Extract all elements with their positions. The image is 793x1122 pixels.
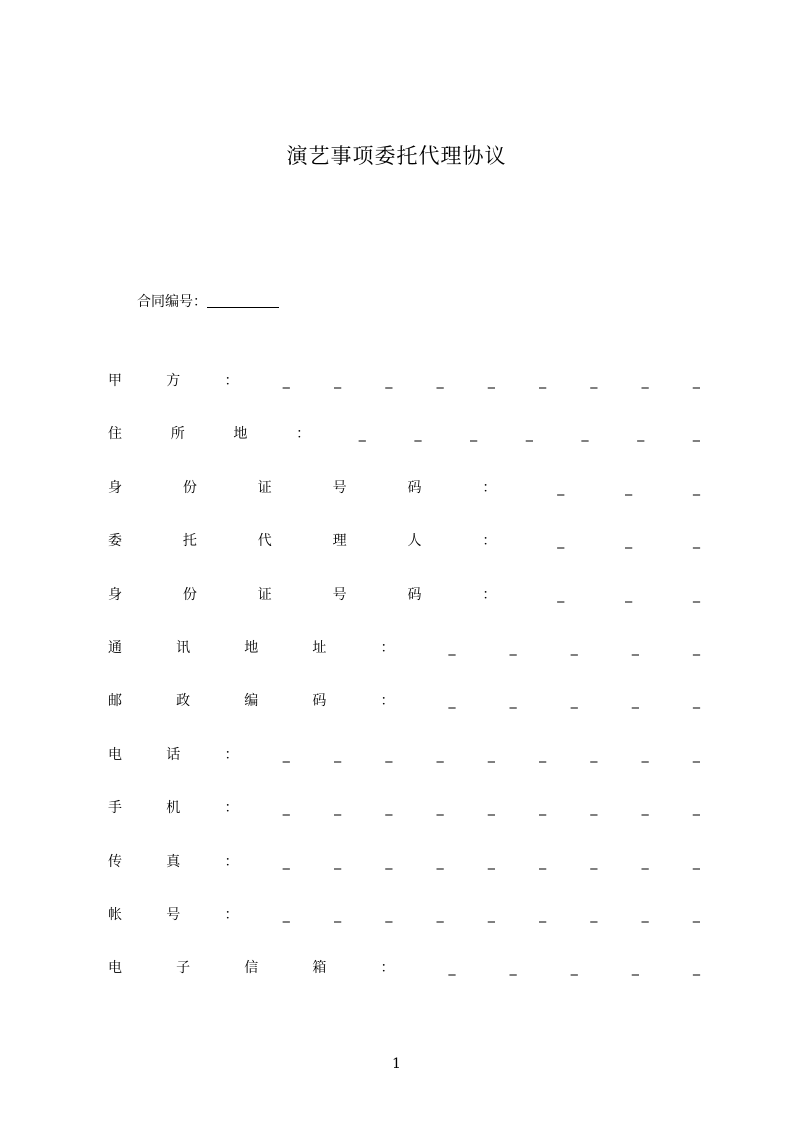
field-row-agent <box>108 530 700 552</box>
field-blank[interactable]: _ <box>385 907 393 923</box>
field-colon: ： <box>224 907 239 923</box>
field-row-id-number-1 <box>108 477 700 499</box>
field-blank[interactable]: _ <box>625 480 633 496</box>
field-blank[interactable]: _ <box>641 800 649 816</box>
field-blank[interactable]: _ <box>692 800 700 816</box>
field-label-char: 份 <box>182 480 197 496</box>
field-label-char: 地 <box>244 640 259 656</box>
field-row-email <box>108 957 700 979</box>
field-label-char: 身 <box>108 480 122 496</box>
field-colon: ： <box>224 854 239 870</box>
field-blank[interactable]: _ <box>448 640 456 656</box>
field-blank[interactable]: _ <box>590 800 598 816</box>
field-blank[interactable]: _ <box>557 587 565 603</box>
field-colon: ： <box>482 533 497 549</box>
contract-number-blank[interactable] <box>207 293 279 308</box>
field-blank[interactable]: _ <box>539 854 547 870</box>
field-label-char: 码 <box>312 693 327 709</box>
field-label-char: 方 <box>166 373 181 389</box>
field-label-char: 份 <box>182 587 197 603</box>
field-blank[interactable]: _ <box>436 907 444 923</box>
field-blank[interactable]: _ <box>539 373 547 389</box>
field-blank[interactable]: _ <box>692 907 700 923</box>
contract-number-label: 合同编号： <box>137 294 207 310</box>
field-blank[interactable]: _ <box>557 480 565 496</box>
field-blank[interactable]: _ <box>448 693 456 709</box>
field-blank[interactable]: _ <box>625 587 633 603</box>
field-blank[interactable]: _ <box>487 854 495 870</box>
field-blank[interactable]: _ <box>692 854 700 870</box>
field-colon: ： <box>380 693 395 709</box>
field-blank[interactable]: _ <box>334 747 342 763</box>
field-colon: ： <box>224 373 239 389</box>
field-blank[interactable]: _ <box>692 373 700 389</box>
field-label-char: 号 <box>332 480 347 496</box>
field-blank[interactable]: _ <box>282 907 290 923</box>
field-blank[interactable]: _ <box>470 426 478 442</box>
field-row-party-a <box>108 370 700 392</box>
field-label-char: 子 <box>176 960 191 976</box>
field-blank[interactable]: _ <box>358 426 366 442</box>
field-label-char: 码 <box>407 480 422 496</box>
field-blank[interactable]: _ <box>692 747 700 763</box>
field-blank[interactable]: _ <box>448 960 456 976</box>
field-label-char: 委 <box>108 533 122 549</box>
field-blank[interactable]: _ <box>570 693 578 709</box>
field-label-char: 传 <box>108 854 122 870</box>
field-label-char: 证 <box>257 480 272 496</box>
field-blank[interactable]: _ <box>570 640 578 656</box>
field-row-fax <box>108 851 700 873</box>
field-blank[interactable]: _ <box>641 747 649 763</box>
field-blank[interactable]: _ <box>631 640 639 656</box>
field-blank[interactable]: _ <box>282 854 290 870</box>
field-blank[interactable]: _ <box>436 373 444 389</box>
field-blank[interactable]: _ <box>539 747 547 763</box>
field-blank[interactable]: _ <box>637 426 645 442</box>
field-blank[interactable]: _ <box>641 907 649 923</box>
field-blank[interactable]: _ <box>641 373 649 389</box>
field-blank[interactable]: _ <box>539 800 547 816</box>
field-blank[interactable]: _ <box>334 373 342 389</box>
field-blank[interactable]: _ <box>693 533 700 549</box>
field-label-char: 身 <box>108 587 122 603</box>
field-blank[interactable]: _ <box>334 907 342 923</box>
field-blank[interactable]: _ <box>385 854 393 870</box>
field-blank[interactable]: _ <box>631 693 639 709</box>
field-blank[interactable]: _ <box>692 426 700 442</box>
field-label-char: 通 <box>108 640 122 656</box>
field-row-id-number-2 <box>108 584 700 606</box>
field-label-char: 帐 <box>108 907 122 923</box>
field-blank[interactable]: _ <box>590 373 598 389</box>
field-blank[interactable]: _ <box>334 800 342 816</box>
field-blank[interactable]: _ <box>590 747 598 763</box>
field-blank[interactable]: _ <box>509 693 517 709</box>
field-blank[interactable]: _ <box>570 960 578 976</box>
field-blank[interactable]: _ <box>557 533 565 549</box>
field-label-char: 讯 <box>176 640 191 656</box>
field-colon: ： <box>482 587 497 603</box>
field-blank[interactable]: _ <box>525 426 533 442</box>
field-blank[interactable]: _ <box>590 907 598 923</box>
field-blank[interactable]: _ <box>414 426 422 442</box>
field-blank[interactable]: _ <box>641 854 649 870</box>
field-row-residence <box>108 423 700 445</box>
field-blank[interactable]: _ <box>590 854 598 870</box>
field-label-char: 址 <box>312 640 327 656</box>
field-blank[interactable]: _ <box>509 640 517 656</box>
field-label-char: 话 <box>166 747 181 763</box>
field-blank[interactable]: _ <box>625 533 633 549</box>
field-row-telephone <box>108 744 700 766</box>
field-blank[interactable]: _ <box>539 907 547 923</box>
field-blank[interactable]: _ <box>487 907 495 923</box>
field-blank[interactable]: _ <box>487 747 495 763</box>
field-blank[interactable]: _ <box>693 587 700 603</box>
field-label-char: 编 <box>244 693 259 709</box>
field-label-char: 住 <box>108 426 122 442</box>
field-label-char: 电 <box>108 747 122 763</box>
field-blank[interactable]: _ <box>385 800 393 816</box>
contract-number <box>137 291 279 311</box>
field-label-char: 真 <box>166 854 181 870</box>
field-row-account <box>108 904 700 926</box>
field-label-char: 证 <box>257 587 272 603</box>
field-label-char: 号 <box>332 587 347 603</box>
field-label-char: 电 <box>108 960 122 976</box>
field-blank[interactable]: _ <box>692 960 700 976</box>
field-colon: ： <box>380 640 395 656</box>
field-row-postal-code <box>108 690 700 712</box>
field-blank[interactable]: _ <box>631 960 639 976</box>
field-blank[interactable]: _ <box>436 854 444 870</box>
field-label-char: 号 <box>166 907 181 923</box>
field-colon: ： <box>296 426 311 442</box>
field-blank[interactable]: _ <box>487 373 495 389</box>
field-label-char: 代 <box>257 533 272 549</box>
page-number: 1 <box>392 1056 401 1072</box>
field-label-char: 地 <box>233 426 248 442</box>
field-blank[interactable]: _ <box>692 693 700 709</box>
field-blank[interactable]: _ <box>581 426 589 442</box>
field-colon: ： <box>380 960 395 976</box>
field-row-mobile <box>108 797 700 819</box>
field-label-char: 所 <box>170 426 185 442</box>
field-colon: ： <box>482 480 497 496</box>
field-blank[interactable]: _ <box>334 854 342 870</box>
field-colon: ： <box>224 800 239 816</box>
field-blank[interactable]: _ <box>282 800 290 816</box>
field-label-char: 人 <box>407 533 422 549</box>
field-label-char: 箱 <box>312 960 327 976</box>
field-label-char: 托 <box>182 533 197 549</box>
field-blank[interactable]: _ <box>282 373 290 389</box>
field-label-char: 政 <box>176 693 191 709</box>
field-row-address <box>108 637 700 659</box>
field-label-char: 邮 <box>108 693 122 709</box>
field-blank[interactable]: _ <box>385 747 393 763</box>
field-colon: ： <box>224 747 239 763</box>
field-label-char: 甲 <box>108 373 122 389</box>
field-blank[interactable]: _ <box>385 373 393 389</box>
field-blank[interactable]: _ <box>693 480 700 496</box>
field-blank[interactable]: _ <box>487 800 495 816</box>
field-label-char: 手 <box>108 800 122 816</box>
field-blank[interactable]: _ <box>692 640 700 656</box>
field-label-char: 机 <box>166 800 181 816</box>
field-blank[interactable]: _ <box>436 800 444 816</box>
field-label-char: 理 <box>332 533 347 549</box>
field-blank[interactable]: _ <box>509 960 517 976</box>
field-blank[interactable]: _ <box>282 747 290 763</box>
field-label-char: 信 <box>244 960 259 976</box>
field-blank[interactable]: _ <box>436 747 444 763</box>
field-label-char: 码 <box>407 587 422 603</box>
document-title: 演艺事项委托代理协议 <box>286 144 507 168</box>
